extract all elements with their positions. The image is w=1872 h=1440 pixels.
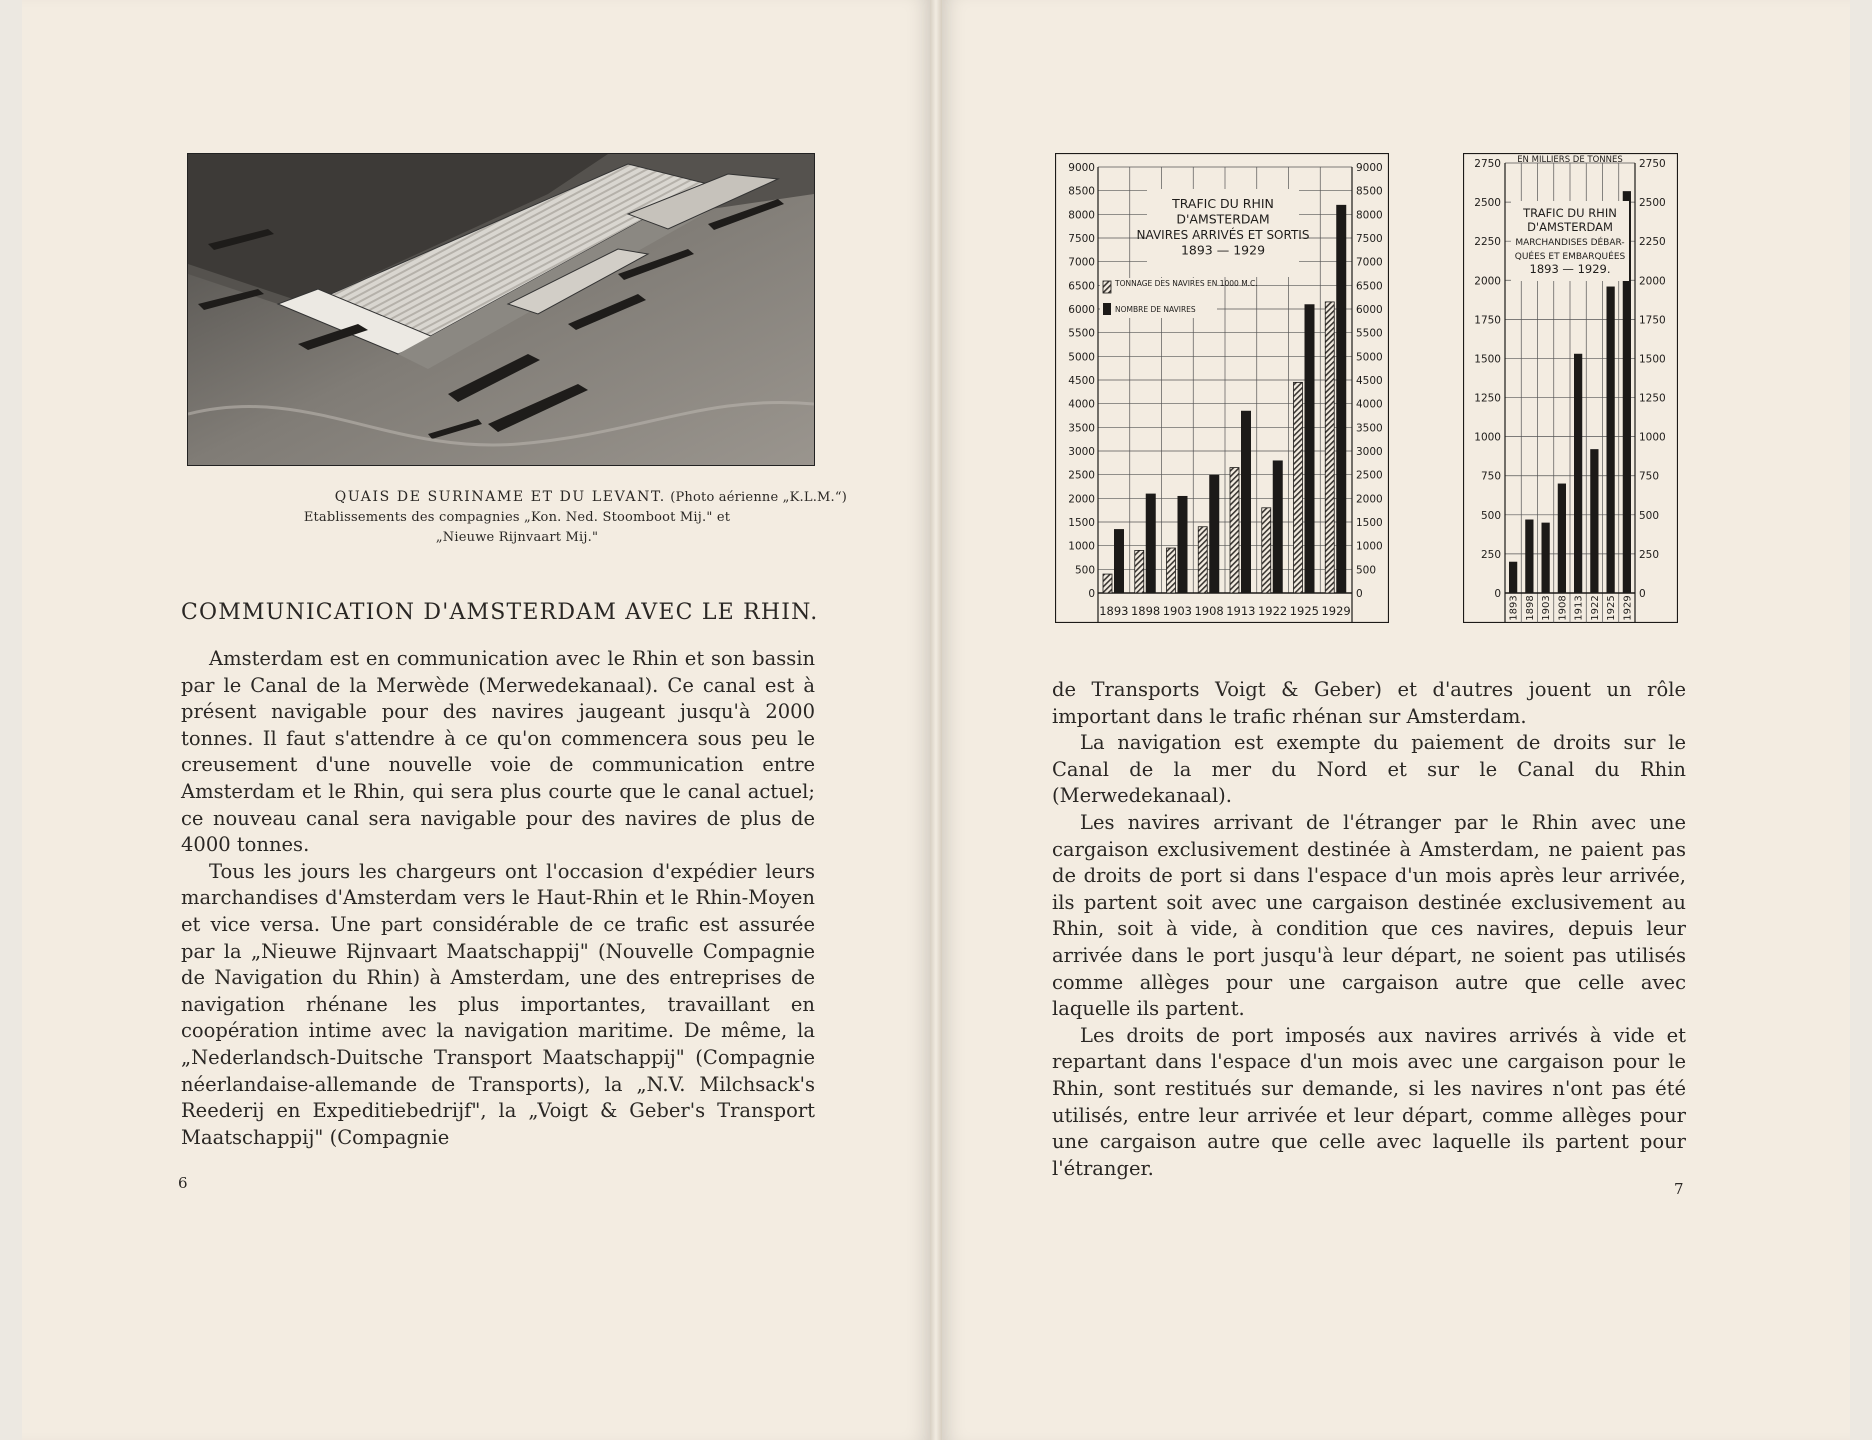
y-tick-right: 1250: [1639, 392, 1666, 405]
bar-goods: [1525, 520, 1533, 593]
x-tick-label: 1913: [1226, 604, 1256, 618]
harbour-photo: [187, 153, 815, 466]
y-tick-right: 1000: [1356, 540, 1383, 553]
bar-ship-count: [1146, 494, 1156, 593]
chart-ship-traffic-svg: [1055, 153, 1389, 623]
y-tick-right: 7500: [1356, 233, 1383, 245]
x-tick-label: 1925: [1289, 604, 1320, 618]
chart-ship-traffic: [1055, 153, 1389, 623]
y-tick-left: 5500: [1068, 327, 1095, 340]
chart-goods-title-line: D'AMSTERDAM: [1527, 220, 1613, 234]
x-tick-label: 1913: [1573, 595, 1585, 621]
book-gutter: [930, 0, 942, 1440]
bar-ship-count: [1305, 304, 1315, 593]
left-body-text: [181, 646, 815, 1151]
y-tick-right: 1000: [1639, 431, 1666, 444]
bar-goods: [1590, 449, 1598, 593]
y-tick-right: 9000: [1356, 162, 1383, 174]
y-tick-left: 0: [1494, 588, 1501, 600]
x-tick-label: 1903: [1541, 595, 1553, 621]
y-tick-left: 7500: [1068, 233, 1095, 245]
y-tick-right: 3500: [1356, 422, 1383, 435]
left-paragraph-1: Amsterdam est en communication avec le Rhin et son bassin par le Canal de la Merwède (Merwedekanaal). Ce canal est à présent navigable pour des navires jaugeant jusqu'à 2000 tonnes. Il faut s'attendre à ce qu'on commencera sous peu le creusement d'une nouvelle voie de communication entre Amsterdam et le Rhin, qui sera plus courte que le canal actuel; ce nouveau canal sera navigable pour des navires de plus de 4000 tonnes.: [181, 647, 815, 857]
x-tick-label: 1898: [1524, 595, 1536, 621]
y-tick-left: 1750: [1474, 314, 1501, 327]
y-tick-right: 4000: [1356, 398, 1383, 411]
y-tick-left: 1000: [1474, 431, 1501, 444]
right-paragraph-3: Les navires arrivant de l'étranger par le Rhin avec une cargaison exclusivement destinée à Amsterdam, ne paient pas de droits de port si dans l'espace d'un mois après leur arrivée, ils partent soit avec une cargaison destinée exclusivement au Rhin, soit à vide, à condition que ces navires, depuis leur arrivée dans le port jusqu'à leur départ, ne soient pas utilisés comme allèges pour une cargaison autre que celle avec laquelle ils partent.: [1052, 810, 1686, 1021]
bar-tonnage: [1198, 527, 1207, 593]
y-tick-left: 1000: [1068, 540, 1095, 553]
harbour-photo-drawing: [188, 154, 814, 465]
y-tick-right: 2750: [1639, 158, 1666, 170]
y-tick-left: 500: [1480, 509, 1501, 522]
y-tick-left: 3000: [1068, 446, 1095, 458]
y-tick-right: 5000: [1356, 351, 1383, 364]
bar-ship-count: [1209, 475, 1219, 593]
bar-goods: [1607, 287, 1615, 593]
y-tick-right: 2000: [1639, 275, 1666, 288]
y-tick-right: 0: [1356, 588, 1363, 600]
y-tick-right: 500: [1639, 509, 1660, 522]
y-tick-right: 6000: [1356, 304, 1383, 316]
right-paragraph-2: La navigation est exempte du paiement de droits sur le Canal de la mer du Nord et sur le Canal du Rhin (Merwedekanaal).: [1052, 731, 1686, 808]
right-paragraph-1: de Transports Voigt & Geber) et d'autres jouent un rôle important dans le trafic rhénan sur Amsterdam.: [1052, 678, 1686, 728]
left-paragraph-2: Tous les jours les chargeurs ont l'occasion d'expédier leurs marchandises d'Amsterdam vers le Haut-Rhin et le Rhin-Moyen et vice versa. Une part considérable de ce trafic est assurée par la „Nieuwe Rijnvaart Maatschappij" (Nouvelle Compagnie de Navigation du Rhin) à Amsterdam, une des entreprises de navigation rhénane les plus importantes, travaillant en coopération intime avec la navigation maritime. De même, la „Nederlandsch-Duitsche Transport Maatschappij" (Compagnie néerlandaise-allemande de Transports), la „N.V. Milchsack's Reederij en Expeditiebedrijf", la „Voigt & Geber's Transport Maatschappij" (Compagnie: [181, 859, 815, 1149]
y-tick-left: 4500: [1068, 375, 1095, 387]
bar-goods: [1574, 354, 1582, 593]
y-tick-right: 1750: [1639, 314, 1666, 327]
x-tick-label: 1908: [1194, 604, 1224, 618]
y-tick-right: 2000: [1356, 493, 1383, 506]
y-tick-right: 4500: [1356, 375, 1383, 387]
y-tick-left: 0: [1088, 588, 1095, 600]
y-tick-right: 0: [1639, 588, 1646, 600]
chart-ship-title-line: TRAFIC DU RHIN: [1172, 196, 1274, 211]
x-tick-label: 1903: [1162, 604, 1193, 618]
y-tick-left: 2500: [1474, 197, 1501, 210]
y-tick-left: 8000: [1068, 209, 1095, 222]
bar-goods: [1542, 523, 1550, 593]
x-tick-label: 1893: [1508, 595, 1520, 621]
x-tick-label: 1925: [1606, 595, 1618, 621]
y-tick-left: 9000: [1068, 162, 1095, 174]
y-tick-right: 8500: [1356, 185, 1383, 198]
y-tick-left: 2250: [1474, 236, 1501, 249]
right-page-number: 7: [1674, 1180, 1684, 1198]
caption-title: QUAIS DE SURINAME ET DU LEVANT.: [334, 489, 666, 505]
bar-ship-count: [1114, 529, 1124, 593]
bar-goods: [1509, 562, 1517, 593]
caption-credit: (Photo aérienne „K.L.M.“): [670, 490, 847, 505]
y-tick-left: 2500: [1068, 469, 1095, 482]
y-tick-right: 8000: [1356, 209, 1383, 222]
left-page-number: 6: [178, 1174, 188, 1192]
chart-goods-title-line: MARCHANDISES DÉBAR-: [1515, 238, 1625, 248]
y-tick-left: 1500: [1068, 517, 1095, 529]
bar-tonnage: [1294, 382, 1303, 593]
bar-ship-count: [1178, 496, 1188, 593]
bar-tonnage: [1135, 550, 1144, 593]
y-tick-left: 3500: [1068, 422, 1095, 435]
chart-goods-title-line: 1893 — 1929.: [1529, 262, 1611, 276]
y-tick-right: 3000: [1356, 446, 1383, 458]
y-tick-left: 500: [1074, 564, 1095, 577]
chart-goods-title-line: TRAFIC DU RHIN: [1523, 206, 1617, 220]
legend-label-tonnage: TONNAGE DES NAVIRES EN 1000 M.C.: [1115, 279, 1258, 288]
chart-goods-units-label: EN MILLIERS DE TONNES: [1517, 155, 1623, 165]
y-tick-left: 2750: [1474, 158, 1501, 170]
y-tick-right: 750: [1639, 470, 1660, 483]
chart-ship-title-line: 1893 — 1929: [1180, 242, 1266, 258]
bar-tonnage: [1230, 468, 1239, 593]
y-tick-left: 750: [1480, 470, 1501, 483]
legend-swatch-tonnage: [1103, 281, 1111, 293]
bar-tonnage: [1167, 548, 1176, 593]
x-tick-label: 1922: [1589, 595, 1601, 621]
bar-goods: [1558, 484, 1566, 593]
y-tick-right: 500: [1356, 564, 1377, 577]
y-tick-left: 1500: [1474, 353, 1501, 366]
bar-tonnage: [1103, 574, 1112, 593]
y-tick-right: 1500: [1356, 517, 1383, 529]
y-tick-left: 4000: [1068, 398, 1095, 411]
y-tick-right: 2500: [1639, 197, 1666, 210]
y-tick-left: 5000: [1068, 351, 1095, 364]
y-tick-right: 1500: [1639, 353, 1666, 366]
chart-goods-traffic-svg: [1463, 153, 1678, 623]
x-tick-label: 1929: [1321, 604, 1351, 618]
y-tick-right: 250: [1639, 548, 1660, 561]
x-tick-label: 1898: [1130, 604, 1161, 618]
y-tick-right: 7000: [1356, 256, 1383, 269]
legend-label-ships: NOMBRE DE NAVIRES: [1115, 305, 1196, 314]
caption-line-2: Etablissements des compagnies „Kon. Ned. Stoomboot Mij." et: [303, 510, 731, 525]
x-tick-label: 1922: [1257, 604, 1288, 618]
y-tick-left: 6000: [1068, 304, 1095, 316]
y-tick-left: 2000: [1474, 275, 1501, 288]
x-tick-label: 1908: [1557, 595, 1569, 621]
photo-caption: [187, 487, 847, 548]
x-tick-label: 1929: [1622, 595, 1634, 621]
bar-tonnage: [1262, 508, 1271, 593]
chart-ship-title-line: D'AMSTERDAM: [1176, 211, 1270, 227]
legend-swatch-ships: [1103, 303, 1111, 315]
y-tick-left: 1250: [1474, 392, 1501, 405]
bar-ship-count: [1336, 205, 1346, 593]
y-tick-right: 2500: [1356, 469, 1383, 482]
y-tick-right: 2250: [1639, 236, 1666, 249]
bar-ship-count: [1241, 411, 1251, 593]
y-tick-left: 6500: [1068, 280, 1095, 293]
y-tick-left: 250: [1480, 548, 1501, 561]
bar-tonnage: [1325, 302, 1334, 593]
caption-line-3: „Nieuwe Rijnvaart Mij.": [435, 530, 599, 545]
y-tick-right: 6500: [1356, 280, 1383, 293]
chart-ship-title-line: NAVIRES ARRIVÉS ET SORTIS: [1136, 228, 1310, 242]
y-tick-left: 8500: [1068, 185, 1095, 198]
right-body-text: [1052, 677, 1686, 1182]
chart-goods-title-line: QUÉES ET EMBARQUÉES: [1514, 252, 1626, 262]
section-heading: COMMUNICATION D'AMSTERDAM AVEC LE RHIN.: [181, 600, 819, 625]
y-tick-left: 2000: [1068, 493, 1095, 506]
bar-ship-count: [1273, 460, 1283, 593]
y-tick-right: 5500: [1356, 327, 1383, 340]
chart-goods-traffic: [1463, 153, 1678, 623]
right-paragraph-4: Les droits de port imposés aux navires arrivés à vide et repartant dans l'espace d'un mois avec une cargaison pour le Rhin, sont restitués sur demande, si les navires n'ont pas été utilisés, entre leur arrivée et leur départ, comme allèges pour une cargaison autre que celle avec laquelle ils partent pour l'étranger.: [1052, 1023, 1686, 1180]
x-tick-label: 1893: [1099, 604, 1129, 618]
y-tick-left: 7000: [1068, 256, 1095, 269]
